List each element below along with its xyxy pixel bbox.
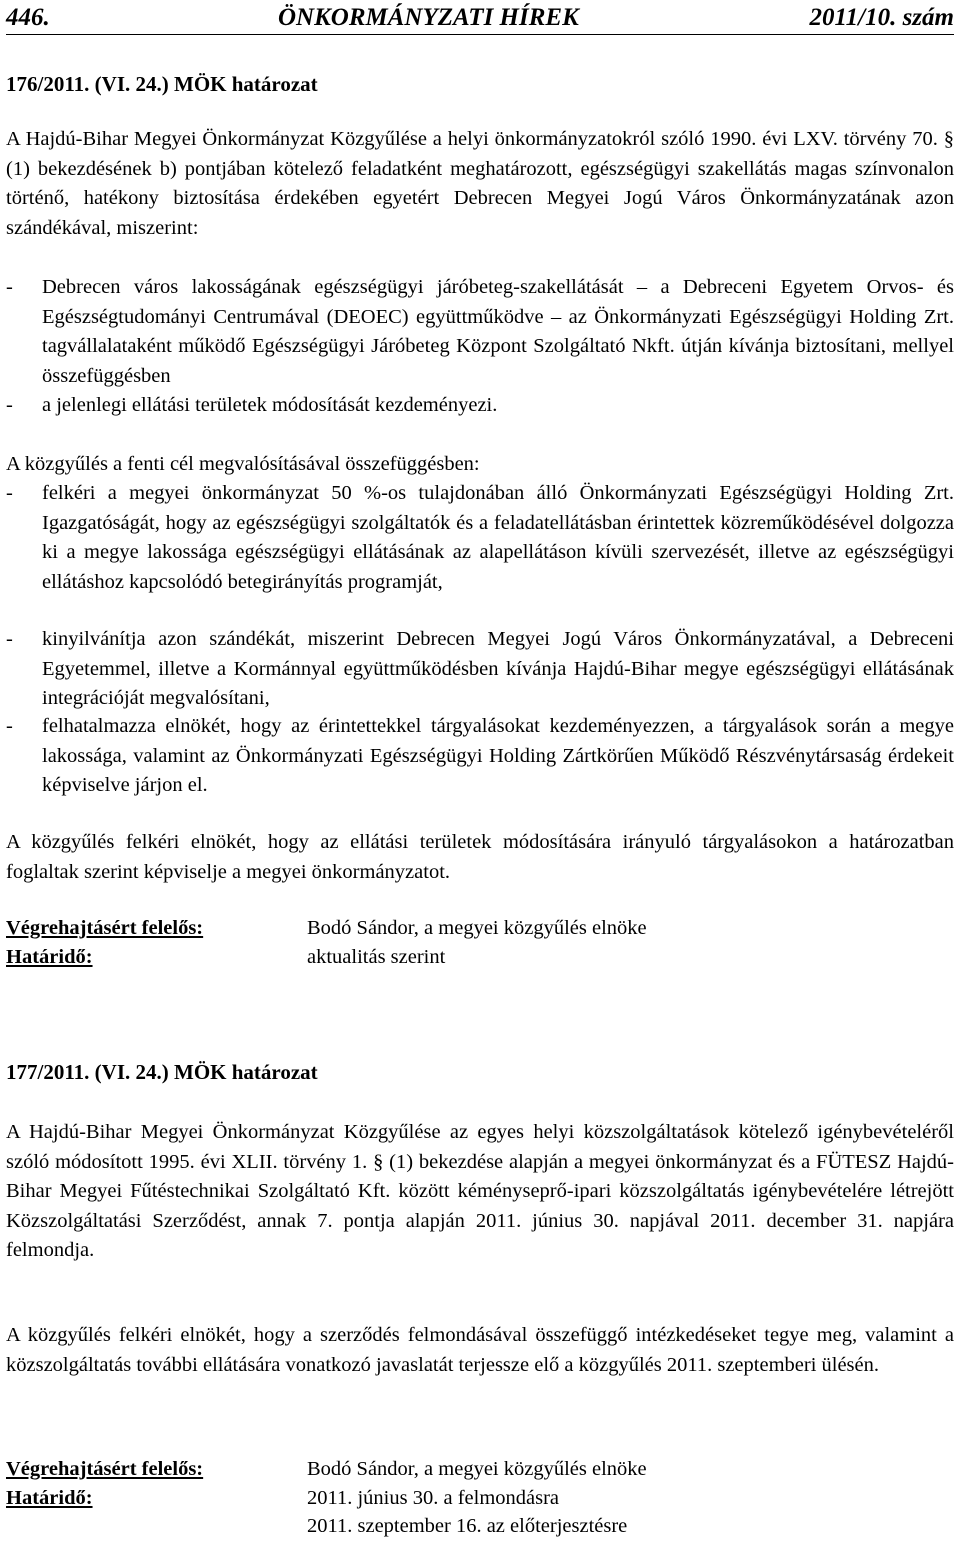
list-dash: - bbox=[6, 482, 13, 504]
list-dash: - bbox=[6, 628, 13, 650]
resolution-closing: A közgyűlés felkéri elnökét, hogy a szerződés felmondásával összefüggő intézkedéseket tegye meg, valamint a közszolgáltatás további ellátására vonatkozó javaslatát terjessze elő a közgyűlés 2011. szeptemberi ülésén. bbox=[6, 1324, 954, 1376]
responsible-value: Bodó Sándor, a megyei közgyűlés elnöke bbox=[307, 1458, 647, 1480]
responsible-label: Végrehajtásért felelős: bbox=[6, 1458, 204, 1480]
deadline-value: 2011. szeptember 16. az előterjesztésre bbox=[307, 1515, 628, 1537]
publication-title: ÖNKORMÁNYZATI HÍREK bbox=[278, 4, 579, 31]
issue-number: 2011/10. szám bbox=[809, 4, 954, 31]
resolution-closing: A közgyűlés felkéri elnökét, hogy az ellátási területek módosítására irányuló tárgyalásokon a határozatban foglaltak szerint képviselje a megyei önkormányzatot. bbox=[6, 831, 954, 883]
list-item-text: Debrecen város lakosságának egészségügyi járóbeteg-szakellátását – a Debreceni Egyetem Orvos- és Egészségtudományi Centrumával (DEOEC) együttműködve – az Önkormányzati Egészségügyi Holding Zrt. tagvállalataként működő Egészségügyi Járóbeteg Központ Szolgáltató Nkft. útján kívánja biztosítani, mellyel összefüggésben bbox=[42, 276, 954, 387]
list-dash: - bbox=[6, 715, 13, 737]
list-item-text: kinyilvánítja azon szándékát, miszerint Debrecen Megyei Jogú Város Önkormányzatával, a Debreceni Egyetemmel, illetve a Kormánnyal együttműködésben kívánja Hajdú-Bihar megye egészségügyi ellátásának integrációját megvalósítani, bbox=[42, 628, 954, 709]
resolution-intro: A Hajdú-Bihar Megyei Önkormányzat Közgyűlése az egyes helyi közszolgáltatások kötelező igénybevételéről szóló módosított 1995. évi XLII. törvény 1. § (1) bekezdése alapján a megyei önkormányzat és a FÜTESZ Hajdú-Bihar Megyei Fűtéstechnikai Szolgáltató Kft. között kéményseprő-ipari közszolgáltatás igénybevételére létrejött Közszolgáltatási Szerződést, annak 7. pontja alapján 2011. június 30. napjával 2011. december 31. napjára felmondja. bbox=[6, 1121, 954, 1261]
responsible-label: Végrehajtásért felelős: bbox=[6, 917, 204, 939]
resolution-lead: A közgyűlés a fenti cél megvalósításával összefüggésben: bbox=[6, 453, 480, 475]
page-header bbox=[6, 4, 954, 35]
list-dash: - bbox=[6, 394, 13, 416]
deadline-label: Határidő: bbox=[6, 946, 93, 968]
resolution-title: 176/2011. (VI. 24.) MÖK határozat bbox=[6, 72, 318, 96]
list-item-text: a jelenlegi ellátási területek módosítását kezdeményezi. bbox=[42, 394, 498, 416]
page-number: 446. bbox=[6, 4, 50, 31]
list-dash: - bbox=[6, 276, 13, 298]
deadline-value: aktualitás szerint bbox=[307, 946, 446, 968]
list-item-text: felhatalmazza elnökét, hogy az érintettekkel tárgyalásokat kezdeményezzen, a tárgyalások során a megye lakossága, valamint az Önkormányzati Egészségügyi Holding Zártkörűen Működő Részvénytársaság érdekeit képviselve járjon el. bbox=[42, 715, 954, 796]
list-item-text: felkéri a megyei önkormányzat 50 %-os tulajdonában álló Önkormányzati Egészségügyi Holding Zrt. Igazgatóságát, hogy az egészségügyi szolgáltatók és a feladatellátásban érintettek közreműködésével dolgozza ki a megye lakossága egészségügyi ellátásának az alapellátáson kívüli szervezését, illetve az egészségügyi ellátáshoz kapcsolódó betegirányítás programját, bbox=[42, 482, 954, 593]
resolution-intro: A Hajdú-Bihar Megyei Önkormányzat Közgyűlése a helyi önkormányzatokról szóló 1990. évi LXV. törvény 70. § (1) bekezdésének b) pontjában kötelező feladatként meghatározott, egészségügyi szakellátás magas színvonalon történő, hatékony biztosítása érdekében egyetért Debrecen Megyei Jogú Város Önkormányzatának azon szándékával, miszerint: bbox=[6, 128, 954, 239]
resolution-title: 177/2011. (VI. 24.) MÖK határozat bbox=[6, 1060, 318, 1084]
deadline-value: 2011. június 30. a felmondásra bbox=[307, 1487, 560, 1509]
responsible-value: Bodó Sándor, a megyei közgyűlés elnöke bbox=[307, 917, 647, 939]
deadline-label: Határidő: bbox=[6, 1487, 93, 1509]
